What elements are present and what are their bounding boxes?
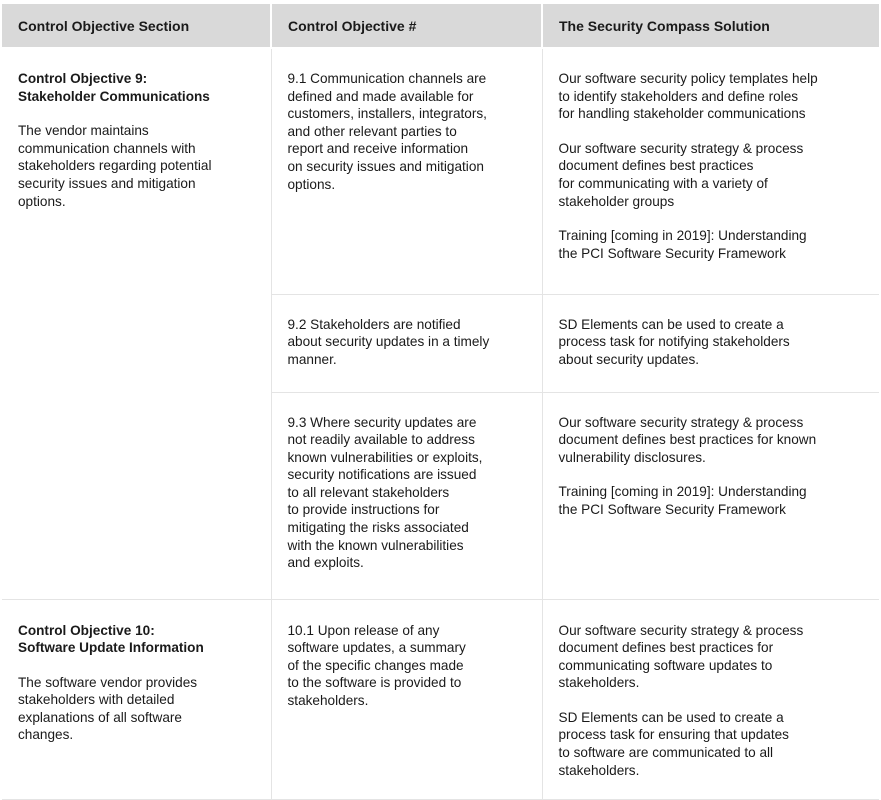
solution-cell (542, 294, 879, 392)
section-cell (2, 48, 271, 599)
solution-text: Training [coming in 2019]: Understanding the PCI Software Security Framework (558, 484, 807, 517)
solution-text: Our software security strategy & process document defines best practices for known vulnerability disclosures. (558, 414, 817, 465)
solution-cell (542, 48, 879, 294)
solution-text: SD Elements can be used to create a process task for notifying stakeholders about security updates. (558, 316, 790, 367)
objective-cell (271, 392, 542, 599)
solution-text: Our software security policy templates help to identify stakeholders and define roles for handling stakeholder communications (558, 71, 818, 122)
section-title: Control Objective 10: Software Update Information (18, 622, 204, 656)
control-objectives-table (2, 4, 879, 800)
section-cell (2, 599, 271, 799)
objective-cell (271, 599, 542, 799)
section-description: The vendor maintains communication channels with stakeholders regarding potential security issues and mitigation options. (18, 123, 212, 209)
objective-cell (271, 294, 542, 392)
solution-cell (542, 599, 879, 799)
section-title: Control Objective 9: Stakeholder Communications (18, 71, 210, 104)
table-row (2, 599, 879, 799)
objective-text: 9.2 Stakeholders are notified about security updates in a timely manner. (287, 316, 490, 367)
header-solution: The Security Compass Solution (542, 4, 879, 48)
table-row (2, 48, 879, 294)
header-row (2, 4, 879, 48)
header-number: Control Objective # (271, 4, 542, 48)
objective-text: 10.1 Upon release of any software updates, a summary of the specific changes made to the software is provided to stakeholders. (287, 622, 466, 708)
solution-text: Our software security strategy & process document defines best practices for communicating with a variety of stakeholder groups (558, 140, 804, 209)
solution-text: SD Elements can be used to create a process task for ensuring that updates to software are communicated to all stakeholders. (558, 709, 789, 778)
section-description: The software vendor provides stakeholders with detailed explanations of all software changes. (18, 674, 198, 743)
header-section: Control Objective Section (2, 4, 271, 48)
objective-cell (271, 48, 542, 294)
objective-text: 9.3 Where security updates are not readily available to address known vulnerabilities or exploits, security notifications are issued to all relevant stakeholders to provide instructions for mitigating the risks associated with the known vulnerabilities and exploits. (287, 414, 483, 571)
solution-cell (542, 392, 879, 599)
solution-text: Our software security strategy & process document defines best practices for communicating software updates to stakeholders. (558, 622, 804, 691)
objective-text: 9.1 Communication channels are defined and made available for customers, installers, integrators, and other relevant parties to report and receive information on security issues and mitigation options. (287, 71, 487, 192)
solution-text: Training [coming in 2019]: Understanding the PCI Software Security Framework (558, 228, 807, 261)
